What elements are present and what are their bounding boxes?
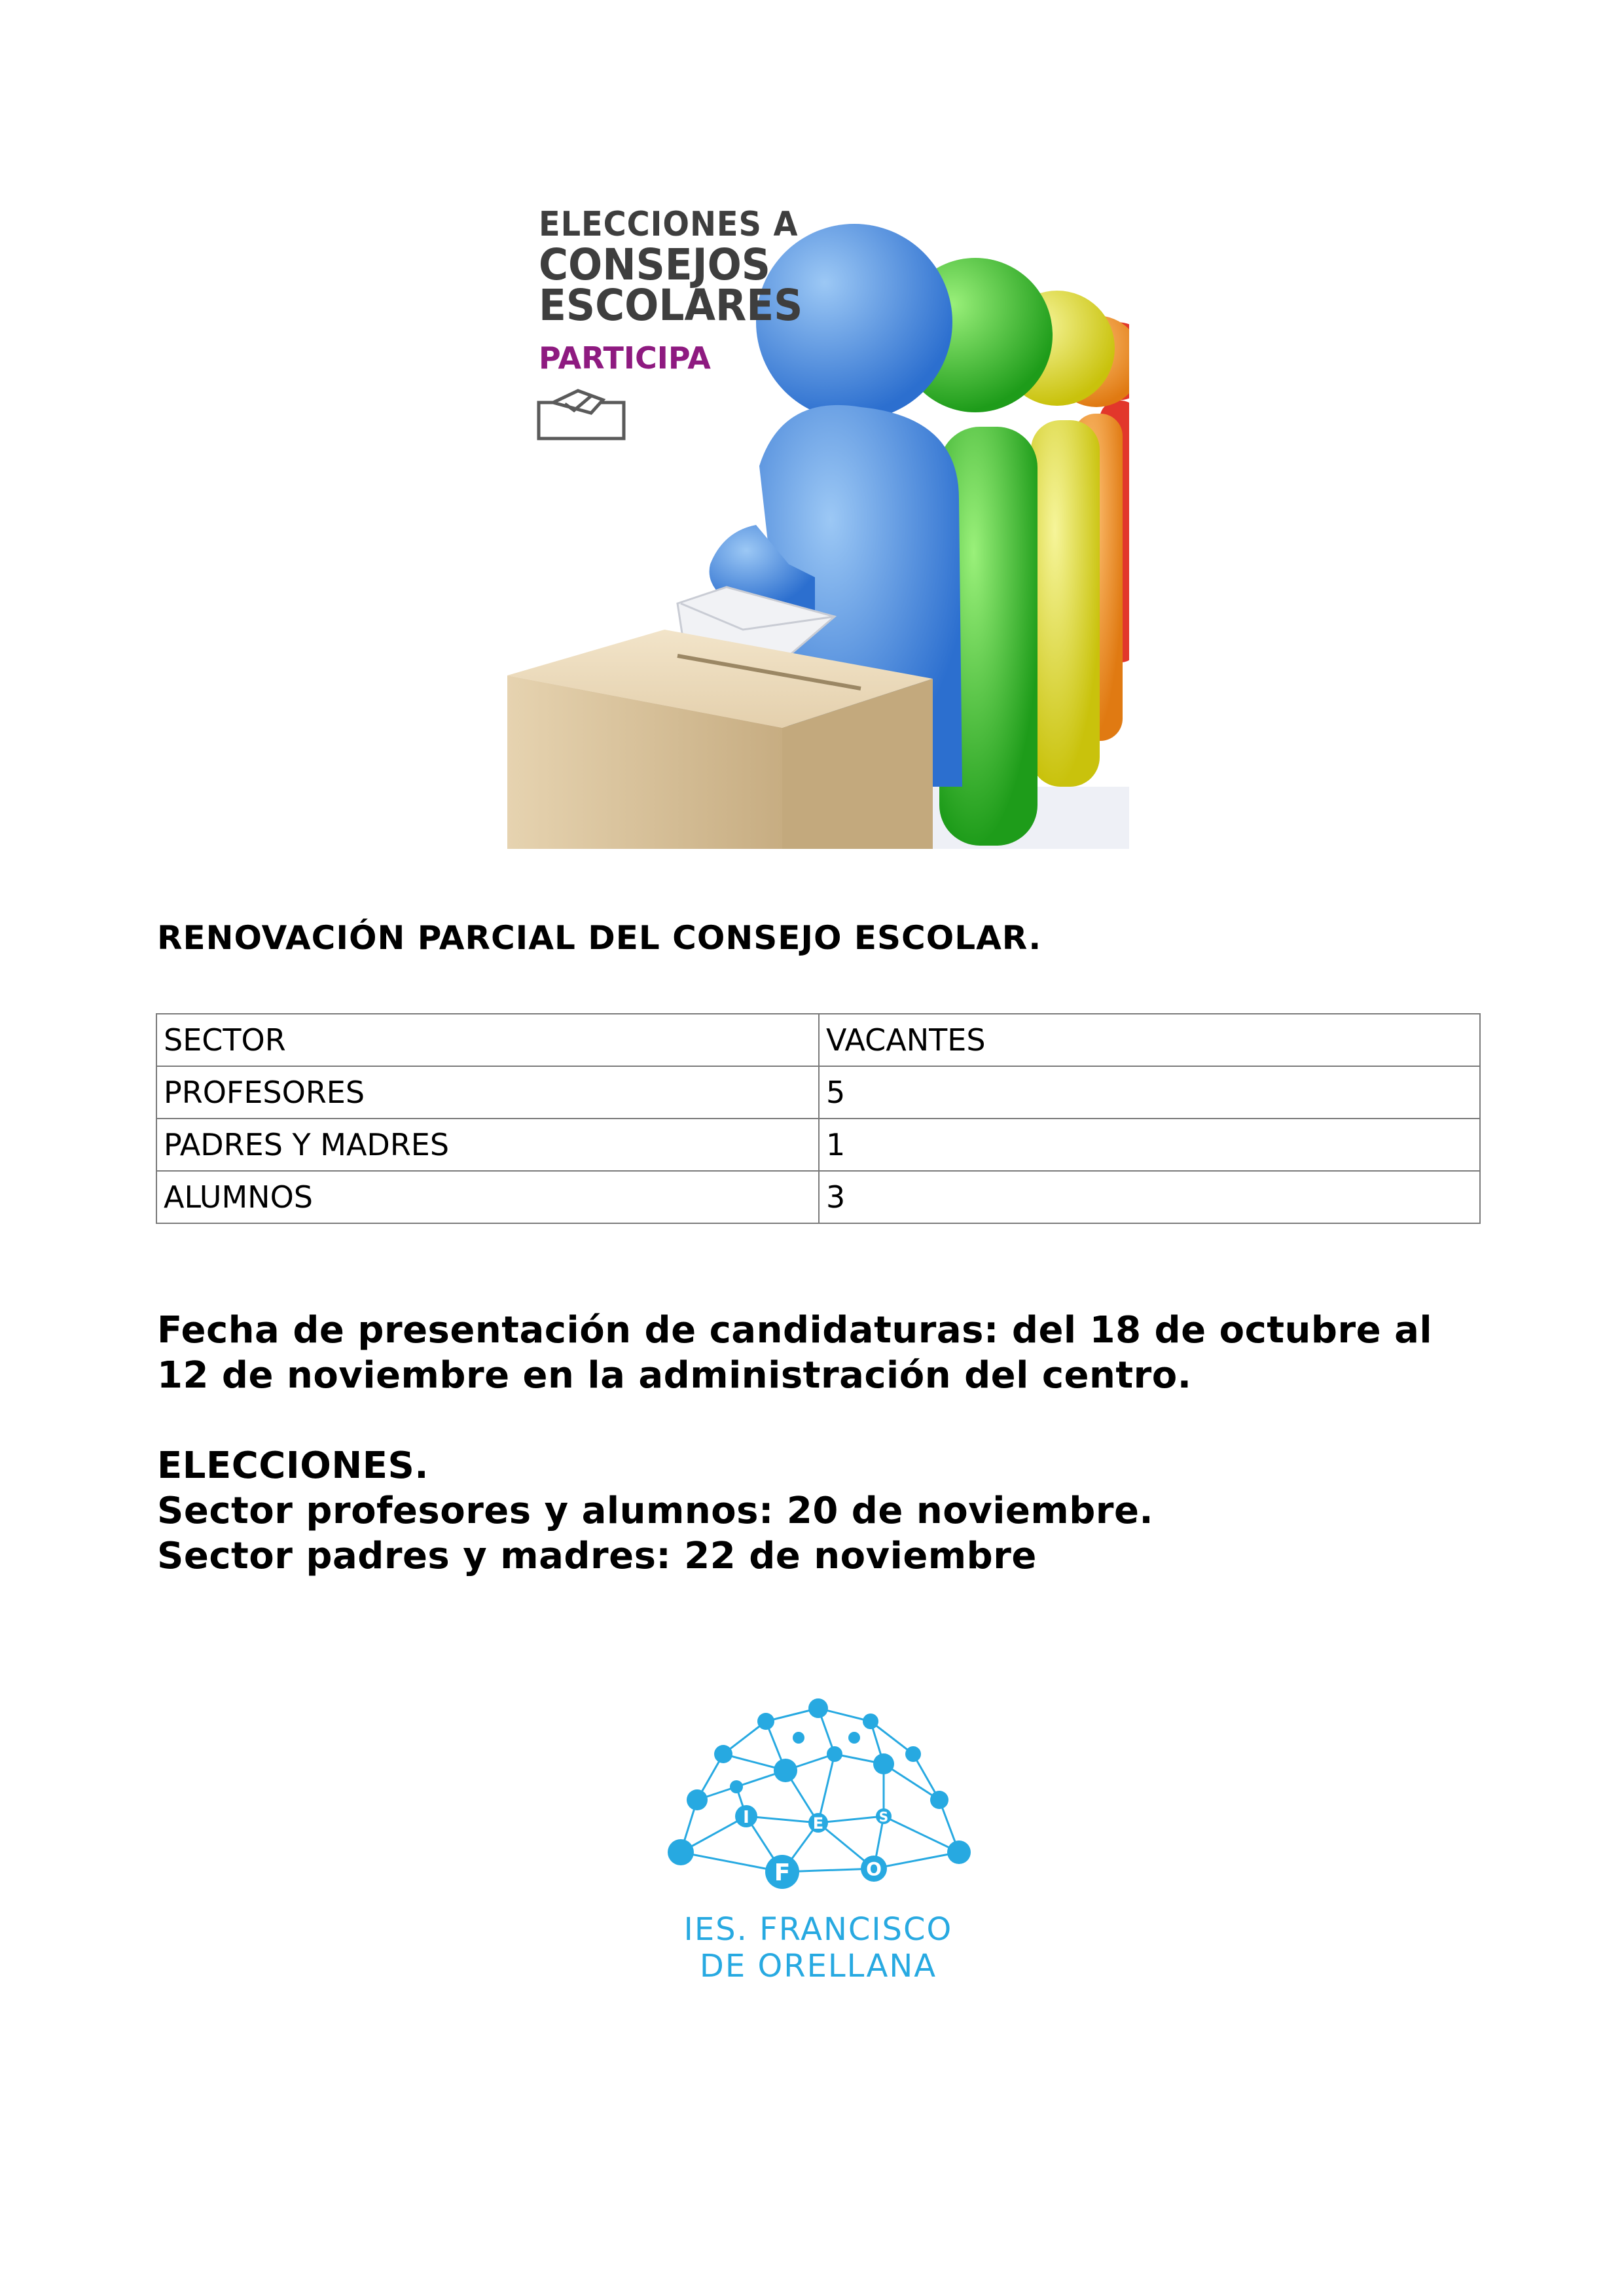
spacer <box>157 1398 1532 1443</box>
elections-teachers-students: Sector profesores y alumnos: 20 de noviembre. <box>157 1490 1154 1532</box>
table-cell-vacantes: 1 <box>819 1119 1480 1171</box>
table-cell-vacantes: 5 <box>819 1066 1480 1119</box>
elections-poster <box>507 158 1129 849</box>
table-cell-vacantes: 3 <box>819 1171 1480 1223</box>
table-cell-sector: PADRES Y MADRES <box>156 1119 819 1171</box>
logo-node-f: F <box>774 1859 791 1886</box>
logo-node-s: S <box>878 1809 889 1825</box>
network-dome-icon <box>658 1695 979 1911</box>
logo-node-o: O <box>866 1858 882 1880</box>
table-row <box>156 1171 1480 1223</box>
table-header-row <box>156 1014 1480 1066</box>
election-info <box>157 1308 1532 1579</box>
candidacy-dates-line-2: 12 de noviembre en la administración del centro. <box>157 1354 1192 1397</box>
school-name-line-1: IES. FRANCISCO <box>683 1911 953 1948</box>
document-heading: RENOVACIÓN PARCIAL DEL CONSEJO ESCOLAR. <box>157 919 1042 957</box>
table-header-vacantes: VACANTES <box>819 1014 1480 1066</box>
vacancies-table <box>156 1013 1481 1224</box>
school-name <box>658 1911 979 1984</box>
table-header-sector: SECTOR <box>156 1014 819 1066</box>
table-row <box>156 1066 1480 1119</box>
poster-title <box>539 204 823 381</box>
table-cell-sector: PROFESORES <box>156 1066 819 1119</box>
logo-node-i: I <box>743 1808 749 1827</box>
poster-line-participa: PARTICIPA <box>539 340 711 376</box>
school-logo <box>658 1695 979 1983</box>
logo-node-e: E <box>812 1814 824 1833</box>
table-row <box>156 1119 1480 1171</box>
poster-line-consejos: CONSEJOS <box>539 240 770 290</box>
candidacy-dates-line-1: Fecha de presentación de candidaturas: del 18 de octubre al <box>157 1309 1433 1352</box>
elections-title: ELECCIONES. <box>157 1444 429 1487</box>
school-name-line-2: DE ORELLANA <box>699 1948 937 1984</box>
poster-line-elecciones: ELECCIONES A <box>539 205 799 244</box>
poster-line-escolares: ESCOLARES <box>539 280 803 331</box>
elections-parents: Sector padres y madres: 22 de noviembre <box>157 1535 1037 1577</box>
table-cell-sector: ALUMNOS <box>156 1171 819 1223</box>
